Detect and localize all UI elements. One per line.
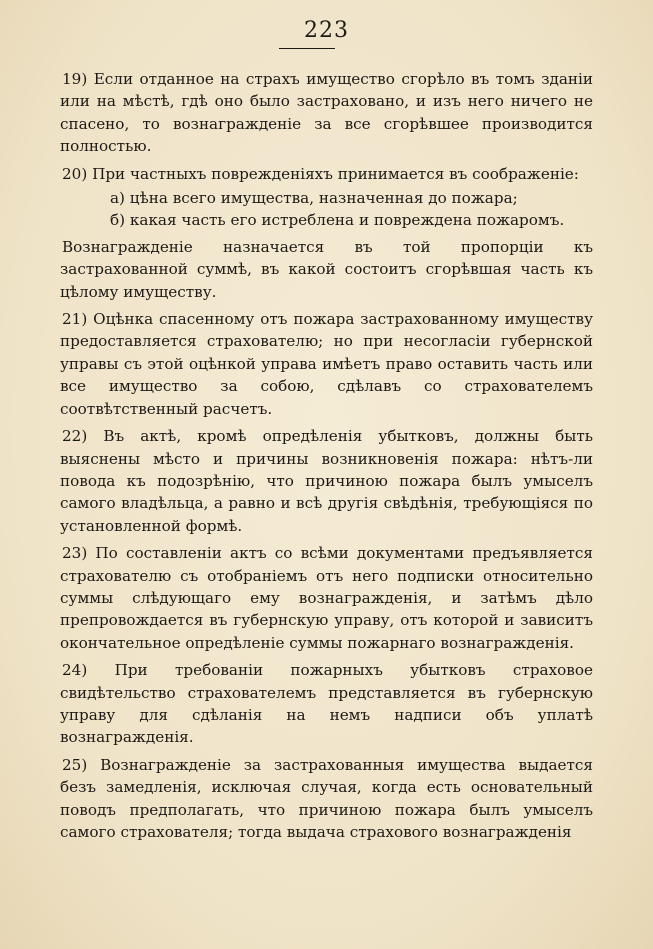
paragraph-23: 23) По составленіи актъ со всѣми документами предъявляется страхователю съ отобраніемъ отъ него подписки относительно суммы слѣдующаго ему вознагражденія, и затѣмъ дѣло препровождается въ губернскую управу, отъ которой и зависитъ окончательное опредѣленіе суммы пожарнаго вознагражденія.	[60, 544, 593, 652]
page-number: 223	[304, 18, 349, 43]
paragraph-20: 20) При частныхъ поврежденіяхъ принимается въ соображеніе:	[62, 164, 579, 183]
paragraph-24: 24) При требованіи пожарныхъ убытковъ страховое свидѣтельство страхователемъ представляется въ губернскую управу для сдѣланія на немъ надписи объ уплатѣ вознагражденія.	[60, 661, 593, 747]
paragraph-21: 21) Оцѣнка спасенному отъ пожара застрахованному имуществу предоставляется страхователю; но при несогласіи губернской управы съ этой оцѣнкой управа имѣетъ право оставить часть или все имущество за собою, сдѣлавъ со страхователемъ соотвѣтственный расчетъ.	[60, 310, 593, 418]
page-number-underline	[279, 48, 335, 49]
list-item-a: а) цѣна всего имущества, назначенная до пожара;	[110, 189, 518, 208]
list-item-b: б) какая часть его истреблена и повреждена пожаромъ.	[110, 211, 565, 230]
paragraph-19: 19) Если отданное на страхъ имущество сгорѣло въ томъ зданіи или на мѣстѣ, гдѣ оно было застраховано, и изъ него ничего не спасено, то вознагражденіе за все сгорѣвшее производится полностью.	[60, 70, 593, 156]
page-body	[60, 68, 593, 848]
paragraph-20-continued: Вознагражденіе назначается въ той пропорціи къ застрахованной суммѣ, въ какой состоитъ сгорѣвшая часть къ цѣлому имуществу.	[60, 237, 593, 301]
paragraph-25: 25) Вознагражденіе за застрахованныя имущества выдается безъ замедленія, исключая случая, когда есть основательный поводъ предполагать, что причиною пожара былъ умыселъ самого страхователя; тогда выдача страхового вознагражденія	[60, 755, 593, 841]
paragraph-22: 22) Въ актѣ, кромѣ опредѣленія убытковъ, должны быть выяснены мѣсто и причины возникновенія пожара: нѣтъ-ли повода къ подозрѣнію, что причиною пожара былъ умыселъ самого владѣльца, а равно и всѣ другія свѣдѣнія, требующіяся по установленной формѣ.	[60, 427, 593, 535]
